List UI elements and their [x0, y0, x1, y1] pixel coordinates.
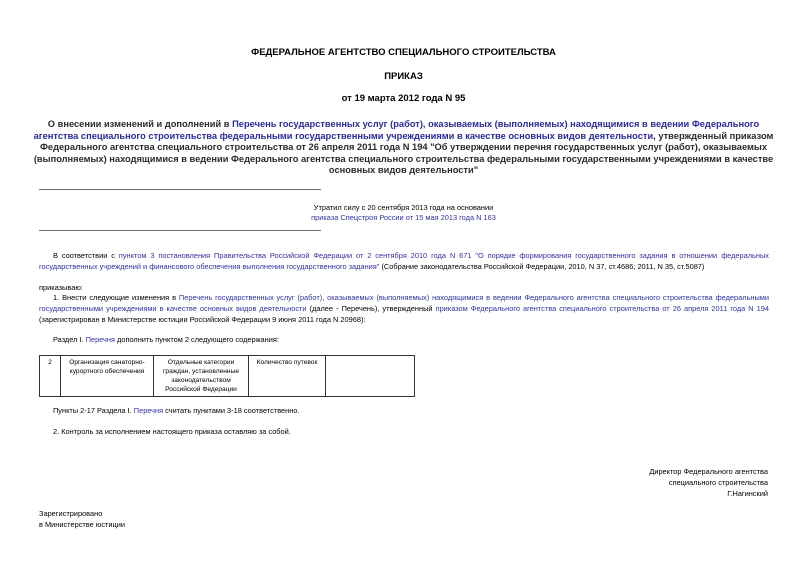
renumber-lead: Пункты 2-17 Раздела I. — [53, 406, 134, 415]
renumber-paragraph — [39, 405, 769, 416]
signature-line-2: специального строительства — [668, 478, 768, 487]
table-cell-service: Организация санаторно-курортного обеспечения — [61, 356, 154, 397]
date-number-heading: от 19 марта 2012 года N 95 — [341, 93, 466, 104]
item-1-lead: 1. Внести следующие изменения в — [53, 293, 179, 302]
section-perechen-link[interactable]: Перечня — [85, 335, 115, 344]
table-cell-recipients: Отдельные категории граждан, установленные законодательством Российской Федерации — [154, 356, 249, 397]
title-suffix: , утвержденный приказом Федерального агентства специального строительства от 26 апреля 2011 года N 194 "Об утверждении перечня государственных услуг (работ), оказываемых (выполняемых) находящимися в ведении Федерального агентства специального строительства федеральными государственными учреждениями в качестве основных видов деятельности" — [33, 130, 774, 176]
doc-type-heading: ПРИКАЗ — [384, 71, 423, 82]
item-1-order-link[interactable]: приказом Федерального агентства специального строительства от 26 апреля 2011 года N 194 — [435, 304, 769, 313]
section-tail: дополнить пунктом 2 следующего содержания: — [114, 335, 279, 344]
order-word: приказываю: — [39, 283, 83, 292]
item-1-paragraph — [39, 292, 769, 325]
document-title — [30, 119, 777, 177]
registration-line-1: Зарегистрировано — [39, 509, 103, 518]
status-line: Утратил силу с 20 сентября 2013 года на основании — [313, 203, 494, 212]
title-perechen-link[interactable]: Перечень государственных услуг (работ), оказываемых (выполняемых) находящимися в ведении Федерального агентства специального строительства федеральными государственными учреждениями в качестве основных видов деятельности — [33, 119, 760, 141]
preamble-decree-link[interactable]: пунктом 3 постановления Правительства Российской Федерации от 2 сентября 2010 года N 671 "О порядке формирования государственного задания в отношении федеральных государственных учреждений и финансового обеспечения выполнения государственного задания" — [39, 251, 769, 271]
item-1-tail: (зарегистрирован в Министерстве юстиции Российской Федерации 9 июня 2011 года N 20968): — [39, 315, 366, 324]
preamble-lead: В соответствии с — [53, 251, 119, 260]
separator-line-2 — [39, 230, 321, 231]
registration-block — [39, 508, 125, 530]
item-2-paragraph: 2. Контроль за исполнением настоящего приказа оставляю за собой. — [53, 427, 291, 436]
table-cell-num: 2 — [40, 356, 61, 397]
table-cell-measure: Количество путевок — [249, 356, 326, 397]
addition-table — [39, 355, 415, 397]
status-repeal-link[interactable]: приказа Спецстроя России от 15 мая 2013 года N 163 — [311, 213, 496, 222]
table-cell-empty — [326, 356, 415, 397]
renumber-tail: считать пунктами 3-18 соответственно. — [163, 406, 300, 415]
separator-line — [39, 189, 321, 190]
signature-name: Г.Нагинский — [727, 489, 768, 498]
agency-heading: ФЕДЕРАЛЬНОЕ АГЕНТСТВО СПЕЦИАЛЬНОГО СТРОИТЕЛЬСТВА — [251, 47, 556, 58]
table-row — [40, 356, 415, 397]
registration-line-2: в Министерстве юстиции — [39, 520, 126, 529]
signature-block — [560, 466, 768, 499]
title-prefix: О внесении изменений и дополнений в — [47, 119, 233, 129]
renumber-perechen-link[interactable]: Перечня — [133, 406, 164, 415]
preamble-paragraph — [39, 250, 769, 272]
section-paragraph — [39, 334, 769, 345]
preamble-tail: (Собрание законодательства Российской Федерации, 2010, N 37, ст.4686; 2011, N 35, ст.5087) — [379, 262, 705, 271]
section-lead: Раздел I. — [53, 335, 86, 344]
item-1-perechen-link[interactable]: Перечень государственных услуг (работ), оказываемых (выполняемых) находящимися в ведении Федерального агентства специального строительства федеральными государственными учреждениями в качестве основных видов деятельности — [39, 293, 770, 313]
signature-line-1: Директор Федерального агентства — [649, 467, 768, 476]
item-1-mid: (далее - Перечень), утвержденный — [306, 304, 436, 313]
